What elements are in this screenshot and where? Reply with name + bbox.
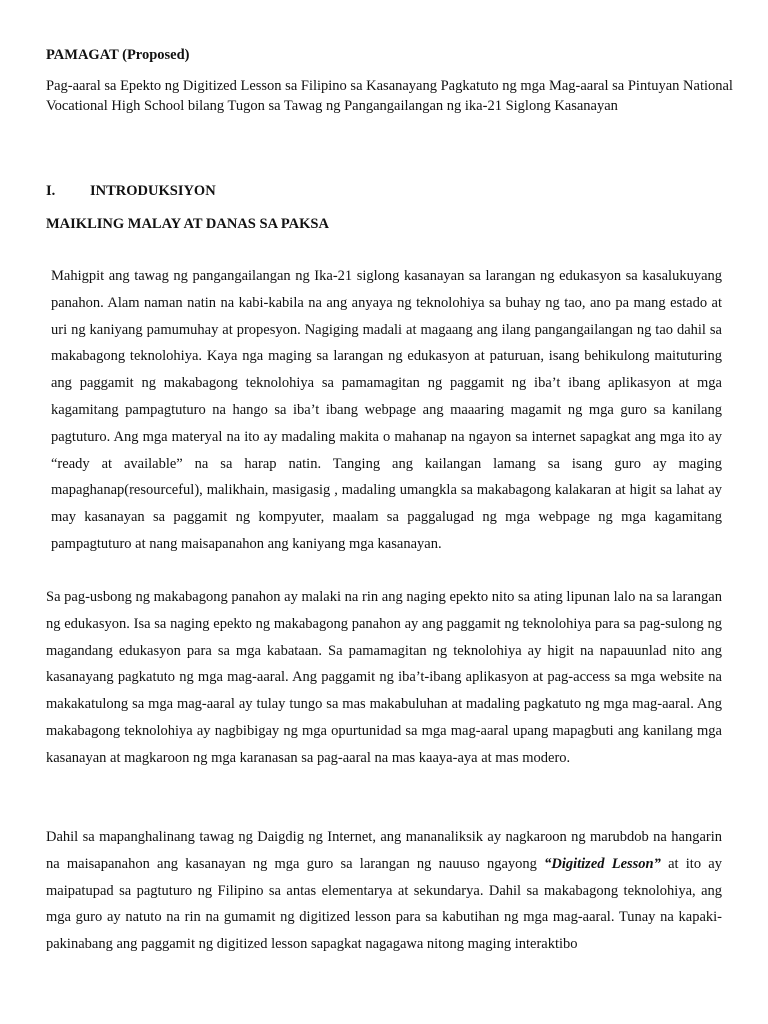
paragraph-3-text-after: at ito ay maipatupad sa pagtuturo ng Filipino sa antas elementarya at sekundarya. Dahil sa makabagong teknolohiya, ang mga guro ay natuto na rin na gumamit ng digitized lesson para sa kabutihan ng mga mag-aaral. Tunay na kapaki-pakinabang ang paggamit ng digitized lesson sapagkat nagagawa nitong maging interaktibo	[46, 855, 722, 953]
paragraph-3-text-before: Dahil sa mapanghalinang tawag ng Daigdig ng Internet, ang mananaliksik ay nagkaroon ng marubdob na hangarin na maisapanahon ang kasanayan ng mga guro sa larangan ng nauuso ngayong	[46, 829, 722, 872]
section-title: INTRODUKSIYON	[90, 183, 216, 199]
paragraph-1: Mahigpit ang tawag ng pangangailangan ng Ika-21 siglong kasanayan sa larangan ng edukasyon sa kasalukuyang panahon. Alam naman natin na kabi-kabila na ang anyaya ng teknolohiya sa buhay ng tao, ano pa mang estado at uri ng kaniyang pamumuhay at propesyon. Nagiging madali at magaang ang ilang pangangailangan ng tao dahil sa makabagong teknolohiya. Kaya nga maging sa larangan ng edukasyon at paturuan, isang behikulong maituturing ang paggamit ng makabagong teknolohiya sa pamamagitan ng paggamit ng iba’t ibang aplikasyon at mga kagamitang pampagtuturo na hango sa iba’t ibang webpage ang maaaring magamit ng mga guro sa kanilang pagtuturo. Ang mga materyal na ito ay madaling makita o mahanap na ngayon sa internet sapagkat ang mga ito ay “ready at available” na sa harap natin. Tanging ang kailangan lamang sa isang guro ay maging mapaghanap(resourceful), malikhain, masigasig , madaling umangkla sa makabagong kalakaran at higit sa lahat ay may kasanayan sa paggamit ng kompyuter, maalam sa paggalugad ng mga webpage ng mga kagamitang pampagtuturo at nang maisapanahon ang kaniyang mga kasanayan.	[51, 268, 722, 552]
subheading: MAIKLING MALAY AT DANAS SA PAKSA	[46, 216, 329, 232]
title-label: PAMAGAT (Proposed)	[46, 47, 190, 63]
proposed-title: Pag-aaral sa Epekto ng Digitized Lesson sa Filipino sa Kasanayang Pagkatuto ng mga Mag-aaral sa Pintuyan National Vocational High School bilang Tugon sa Tawag ng Pangangailangan ng ika-21 Siglong Kasanayan	[46, 78, 733, 114]
paragraph-3	[46, 824, 722, 958]
section-number: I.	[46, 183, 56, 199]
digitized-lesson-emphasis: “Digitized Lesson”	[544, 855, 661, 872]
section-heading	[46, 183, 216, 200]
paragraph-2: Sa pag-usbong ng makabagong panahon ay malaki na rin ang naging epekto nito sa ating lipunan lalo na sa larangan ng edukasyon. Isa sa naging epekto ng makabagong panahon ay ang paggamit ng teknolohiya para sa pag-sulong ng magandang edukasyon para sa mga kabataan. Sa pamamagitan ng teknolohiya ay higit na napauunlad nito ang kasanayang pagkatuto ng mga mag-aaral. Ang paggamit ng iba’t-ibang aplikasyon at pag-access sa mga website na makakatulong sa mga mag-aaral ay tulay tungo sa mas makabuluhan at madaling pagkatuto ng mga mag-aaral. Ang makabagong teknolohiya ay nagbibigay ng mga opurtunidad sa mga mag-aaral upang mapagbuti ang kanilang mga kasanayan at magkaroon ng mga karanasan sa pag-aaral na mas kaaya-aya at mas modero.	[46, 589, 722, 766]
